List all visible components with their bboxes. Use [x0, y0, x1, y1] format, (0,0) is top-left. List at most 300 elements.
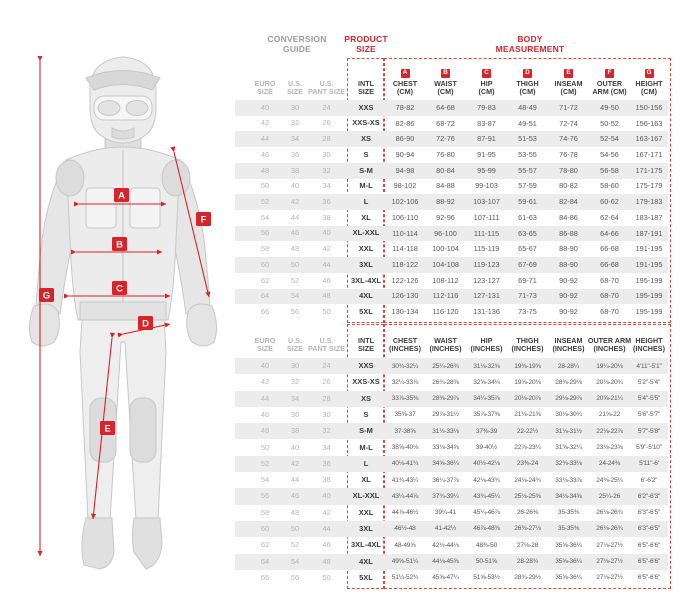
table-row	[235, 289, 668, 305]
measurement-cell: 4'11"-5'1"	[636, 362, 662, 370]
euro-size-cell: 42	[260, 377, 270, 387]
measurement-cell: 49⅝-51¼	[391, 558, 419, 566]
measurement-cell: 32⅝-34¼	[473, 378, 500, 386]
euro-size-cell: 50	[260, 181, 270, 191]
measurement-cell: 82-84	[559, 197, 578, 207]
table-row	[235, 131, 668, 147]
table-row	[235, 423, 668, 439]
measurement-cell: 90-94	[395, 150, 415, 159]
measurement-cell: 27⅛-27½	[596, 574, 623, 582]
intl-size-cell: XL	[361, 212, 371, 222]
pant-size-cell: 30	[322, 409, 331, 419]
measurement-cell: 112-116	[432, 291, 459, 301]
measurement-cell: 22⅞-23¼	[514, 444, 541, 451]
euro-size-cell: 48	[260, 165, 270, 175]
measurement-cell: 28¾-29½	[514, 574, 541, 582]
measurement-cell: 122-126	[391, 275, 419, 285]
table-row	[235, 273, 668, 289]
euro-size-cell: 42	[260, 118, 270, 128]
measurement-cell: 64-68	[436, 102, 455, 112]
measurement-cell: 64-66	[600, 228, 619, 238]
pant-size-cell: 24	[322, 361, 331, 371]
table-row	[235, 147, 668, 163]
inches-table-body	[235, 358, 668, 586]
measurement-cell: 6'2"-6'3"	[637, 492, 661, 500]
measurement-cell: 28⅜-29⅞	[432, 395, 459, 403]
marker-letter-thigh: D	[142, 318, 149, 330]
pant-size-cell: 26	[322, 377, 331, 387]
us-size-cell: 52	[290, 275, 300, 285]
us-size-header: U.S. SIZE	[287, 79, 303, 97]
measurement-cell: 65-67	[518, 244, 537, 254]
column-header-hip: HIP (INCHES)	[470, 336, 503, 354]
measurement-cell: 28⅜-29⅛	[555, 378, 582, 386]
euro-size-cell: 60	[260, 523, 270, 533]
measurement-cell: 6'3"-6'5"	[637, 525, 661, 533]
intl-size-cell: XXS	[358, 102, 374, 112]
euro-size-cell: 50	[260, 442, 270, 452]
measurement-cell: 51-53	[518, 134, 537, 144]
us-size-cell: 34	[290, 393, 300, 403]
table-row	[235, 505, 668, 521]
table-row	[235, 304, 668, 320]
measurement-cell: 26⅛-26¾	[596, 525, 623, 533]
column-badge-b: B	[441, 69, 450, 78]
intl-size-cell: XXL	[358, 507, 374, 517]
measurement-cell: 29⅞-31½	[432, 411, 459, 419]
table-row	[235, 179, 668, 195]
intl-size-cell: S	[363, 409, 369, 419]
us-size-cell: 32	[290, 118, 300, 128]
table-row	[235, 570, 668, 586]
measurement-cell: 26⅛-26¾	[596, 509, 623, 517]
measurement-cell: 25⅛-25⅝	[514, 492, 541, 500]
measurement-cell: 115-119	[473, 244, 500, 254]
measurement-cell: 29⅛-29⅞	[555, 395, 582, 403]
measurement-cell: 108-112	[432, 275, 459, 285]
measurement-cell: 22⅛-22⅞	[596, 427, 623, 435]
column-header-inseam: INSEAM (INCHES)	[552, 336, 585, 354]
us-size-cell: 50	[290, 259, 300, 269]
intl-size-cell: XXS-XS	[352, 377, 380, 387]
measurement-cell: 44⅛-45⅝	[432, 558, 459, 566]
measurement-cell: 6'5"-6'6"	[637, 558, 661, 566]
intl-size-cell: XL-XXL	[352, 228, 380, 238]
measurement-cell: 35⅝-36¼	[555, 558, 582, 566]
table-row	[235, 554, 668, 570]
measurement-cell: 195-199	[635, 307, 663, 317]
table-row	[235, 407, 668, 423]
pant-size-cell: 28	[322, 134, 331, 144]
measurement-cell: 87-91	[477, 134, 496, 144]
measurement-cell: 111-115	[473, 228, 500, 238]
measurement-cell: 50-52	[600, 118, 619, 128]
measurement-cell: 68-70	[600, 307, 619, 317]
measurement-cell: 78-80	[559, 165, 578, 175]
marker-letter-outer-arm: F	[200, 214, 207, 226]
body-measurement-label: BODY MEASUREMENT	[495, 34, 565, 55]
us-size-cell: 40	[290, 442, 300, 452]
measurement-cell: 20⅛-20¾	[596, 378, 623, 386]
euro-size-cell: 64	[260, 291, 270, 301]
pant-size-cell: 40	[322, 228, 331, 238]
marker-letter-inseam: E	[104, 423, 111, 435]
measurement-cell: 5'7"-5'8"	[637, 427, 661, 435]
measurement-cell: 110-114	[392, 228, 418, 238]
column-badge-g: G	[646, 69, 652, 77]
measurement-cell: 71-72	[559, 102, 578, 112]
measurement-cell: 41¾-43¼	[391, 476, 419, 484]
measurement-cell: 49-50	[600, 102, 619, 112]
measurement-cell: 82-86	[395, 118, 415, 128]
measurement-cell: 6'5"-6'6"	[637, 574, 661, 582]
measurement-cell: 183-187	[635, 212, 663, 222]
euro-size-cell: 56	[260, 228, 270, 238]
us-size-cell: 38	[290, 165, 300, 175]
measurement-cell: 5'6"-5'7"	[637, 411, 661, 419]
measurement-cell: 100-104	[432, 244, 459, 254]
measurement-cell: 21⅛-21⅝	[514, 411, 541, 419]
intl-size-header: INTL SIZE	[358, 79, 374, 97]
measurement-cell: 79-83	[477, 102, 496, 112]
measurement-cell: 63-65	[518, 228, 537, 238]
intl-size-cell: 5XL	[359, 572, 373, 582]
table-row	[235, 194, 668, 210]
pant-size-cell: 44	[322, 259, 331, 269]
measurement-cell: 57-59	[518, 181, 537, 191]
us-size-cell: 40	[290, 181, 300, 191]
measurement-cell: 195-199	[635, 275, 663, 285]
euro-size-cell: 46	[260, 409, 270, 419]
table-row	[235, 456, 668, 472]
measurement-cell: 32¼-33⅞	[391, 378, 419, 386]
measurement-cell: 31⅝-32¼	[555, 444, 582, 451]
intl-size-cell: XXS-XS	[352, 118, 380, 128]
measurement-cell: 59-61	[518, 197, 537, 207]
column-header-waist: WAIST (INCHES)	[429, 336, 462, 354]
pant-size-cell: 36	[322, 458, 331, 468]
measurement-cell: 39-40½	[475, 444, 498, 451]
column-header-thigh: D THIGH (CM)	[516, 69, 539, 97]
measurement-cell: 5'9"-5'10"	[636, 444, 662, 451]
table-row	[235, 439, 668, 455]
euro-size-cell: 58	[260, 244, 270, 254]
measurement-cell: 45¼-46⅞	[473, 509, 500, 517]
size-tables-panel	[235, 0, 700, 608]
measurement-cell: 191-195	[635, 260, 663, 270]
measurement-cell: 28-28¾	[516, 558, 539, 566]
measurement-cell: 80-84	[436, 165, 455, 175]
column-header-chest: CHEST (INCHES)	[389, 336, 421, 354]
measurement-cell: 24-24⅜	[598, 460, 621, 468]
marker-letter-hip: C	[116, 283, 123, 295]
measurement-cell: 90-92	[559, 275, 578, 285]
us-size-cell: 54	[290, 556, 300, 566]
measurement-cell: 61-63	[518, 212, 537, 222]
column-header-thigh: THIGH (INCHES)	[511, 336, 544, 354]
column-badge-f: F	[605, 69, 614, 78]
us-size-cell: 54	[290, 291, 300, 301]
measurement-cell: 91-95	[477, 150, 496, 159]
intl-size-cell: 4XL	[359, 556, 373, 566]
euro-size-cell: 46	[260, 149, 270, 159]
intl-size-cell: XS	[360, 134, 371, 144]
measurement-cell: 167-171	[635, 150, 663, 159]
euro-size-cell: 58	[260, 507, 270, 517]
measurement-cell: 74-76	[559, 134, 578, 144]
measurement-cell: 34⅝-36¼	[432, 460, 459, 468]
measurement-cell: 37⅜-39	[475, 427, 498, 435]
intl-size-cell: XS	[360, 393, 371, 403]
us-size-cell: 56	[290, 572, 300, 582]
us-size-cell: 44	[290, 475, 300, 485]
measurement-cell: 68-72	[436, 118, 455, 128]
pant-size-cell: 46	[322, 275, 331, 285]
measurement-cell: 23⅜-24	[516, 460, 539, 468]
measurement-cell: 171-175	[635, 165, 663, 175]
intl-size-header: INTL SIZE	[358, 336, 374, 354]
euro-size-cell: 44	[260, 393, 270, 403]
measurement-cell: 88-90	[559, 260, 578, 270]
measurement-cell: 33⅞-35⅜	[391, 395, 419, 403]
table-row	[235, 241, 668, 257]
measurement-cell: 48⅜-50	[475, 541, 498, 549]
measurement-cell: 195-199	[635, 291, 663, 301]
pant-size-cell: 38	[322, 212, 331, 222]
marker-letter-chest: A	[118, 190, 125, 202]
measurement-cell: 38⅝-40⅛	[391, 444, 419, 451]
euro-size-cell: 66	[260, 572, 270, 582]
measurement-cell: 187-191	[635, 228, 663, 238]
measurement-cell: 68-70	[600, 275, 619, 285]
measurement-cell: 33⅛-33⅞	[555, 476, 582, 484]
measurement-cell: 76-80	[436, 150, 455, 159]
table-row	[235, 488, 668, 504]
measurement-cell: 86-90	[395, 134, 415, 144]
measurement-cell: 24⅛-24¾	[514, 476, 541, 484]
measurement-cell: 103-107	[473, 197, 500, 207]
euro-size-cell: 52	[260, 458, 270, 468]
marker-letter-height: G	[42, 290, 51, 302]
measurement-cell: 33⅛-34⅝	[432, 444, 459, 451]
measurement-cell: 67-69	[518, 260, 537, 270]
column-header-waist: B WAIST (CM)	[434, 69, 457, 97]
us-size-cell: 46	[290, 228, 300, 238]
measurement-cell: 119-123	[473, 260, 500, 270]
measurement-cell: 68-70	[600, 291, 619, 301]
us-size-cell: 52	[290, 540, 300, 550]
measurement-cell: 31⅛-32⅝	[473, 362, 500, 370]
table-row	[235, 257, 668, 273]
pant-size-cell: 32	[322, 165, 331, 175]
intl-size-cell: S-M	[359, 165, 373, 175]
us-size-cell: 48	[290, 244, 300, 254]
us-size-header: U.S. SIZE	[287, 336, 303, 354]
measurement-cell: 88-90	[559, 244, 578, 254]
measurement-cell: 84-86	[559, 212, 578, 222]
intl-size-cell: 5XL	[359, 307, 373, 317]
measurement-cell: 102-106	[391, 197, 419, 207]
measurement-cell: 37-38⅝	[394, 427, 416, 435]
us-size-cell: 36	[290, 409, 300, 419]
us-size-cell: 34	[290, 134, 300, 144]
measurement-cell: 51¼-52¾	[391, 574, 419, 582]
measurement-cell: 26-26⅜	[516, 509, 539, 517]
measurement-cell: 40½-42⅛	[473, 460, 500, 468]
measurement-cell: 163-167	[635, 134, 663, 144]
measurement-cell: 92-96	[436, 212, 455, 222]
euro-size-cell: 40	[260, 361, 270, 371]
rider-illustration	[0, 0, 235, 608]
measurement-cell: 86-88	[559, 228, 578, 238]
measurement-cell: 191-195	[635, 244, 663, 254]
measurement-cell: 78-82	[395, 102, 415, 112]
euro-size-cell: 54	[260, 475, 270, 485]
measurement-cell: 27⅛-27½	[596, 558, 623, 566]
measurement-cell: 34⅛-34⅝	[555, 492, 582, 500]
table-row	[235, 391, 668, 407]
intl-size-cell: 3XL	[359, 523, 373, 533]
measurement-cell: 76-78	[559, 150, 578, 159]
intl-size-cell: XXL	[358, 244, 374, 254]
measurement-cell: 53-55	[518, 150, 537, 159]
measurement-cell: 150-156	[635, 102, 663, 112]
measurement-cell: 48-49⅝	[394, 541, 416, 549]
measurement-cell: 40⅛-41¾	[391, 460, 419, 468]
pant-size-cell: 34	[322, 442, 331, 452]
column-badge-c: C	[482, 69, 491, 78]
measurement-cell: 19⅝-20⅛	[514, 378, 541, 386]
measurement-cell: 107-111	[473, 212, 500, 222]
us-size-cell: 42	[290, 458, 300, 468]
pant-size-cell: 50	[322, 307, 331, 317]
measurement-cell: 90-92	[559, 307, 578, 317]
measurement-cell: 36¼-37⅞	[432, 476, 459, 484]
measurement-cell: 5'2"-5'4"	[637, 378, 661, 386]
measurement-cell: 48-49	[518, 102, 537, 112]
measurement-cell: 25¼-26	[598, 492, 621, 500]
intl-size-cell: XL-XXL	[352, 491, 380, 501]
pant-size-cell: 48	[322, 291, 331, 301]
us-size-cell: 56	[290, 307, 300, 317]
pant-size-cell: 36	[322, 197, 331, 207]
us-size-cell: 32	[290, 377, 300, 387]
measurement-cell: 20⅝-21¼	[596, 395, 623, 403]
measurement-cell: 26⅜-27⅛	[514, 525, 541, 533]
measurement-cell: 45⅝-47¼	[432, 574, 459, 582]
cm-table-body	[235, 100, 668, 320]
intl-size-cell: M-L	[359, 181, 373, 191]
table-row	[235, 226, 668, 242]
product-size-label: PRODUCT SIZE	[344, 34, 388, 55]
us-size-cell: 48	[290, 507, 300, 517]
measurement-cell: 99-103	[475, 181, 498, 191]
table-row	[235, 210, 668, 226]
measurement-cell: 104-108	[432, 260, 459, 270]
measurement-cell: 32⅜-33⅛	[555, 460, 582, 468]
column-header-inseam: E INSEAM (CM)	[554, 69, 583, 97]
measurement-cell: 19⅜-19⅝	[514, 362, 541, 370]
pant-size-cell: 48	[322, 556, 331, 566]
column-header-outer-arm: OUTER ARM (INCHES)	[587, 336, 632, 354]
intl-size-cell: XXS	[358, 361, 374, 371]
cm-table-header	[235, 59, 683, 99]
us-size-cell: 30	[290, 361, 300, 371]
table-row	[235, 521, 668, 537]
measurement-cell: 131-136	[473, 307, 500, 317]
measurement-cell: 90-92	[559, 291, 578, 301]
us-size-cell: 42	[290, 197, 300, 207]
measurement-cell: 23⅛-23⅝	[596, 444, 623, 451]
intl-size-cell: XL	[361, 475, 371, 485]
measurement-cell: 88-92	[436, 197, 455, 207]
table-row	[235, 537, 668, 553]
intl-size-cell: S-M	[359, 426, 373, 436]
us-size-cell: 38	[290, 426, 300, 436]
table-row	[235, 100, 668, 116]
euro-size-cell: 64	[260, 556, 270, 566]
column-header-height: HEIGHT (INCHES)	[633, 336, 665, 354]
measurement-cell: 27⅛-28	[516, 541, 539, 549]
measurement-cell: 46⅞-48⅜	[473, 525, 500, 533]
intl-size-cell: L	[363, 458, 369, 468]
measurement-cell: 179-183	[635, 197, 663, 207]
pant-size-cell: 42	[322, 244, 331, 254]
euro-size-header: EURO SIZE	[254, 79, 276, 97]
column-header-hip: C HIP (CM)	[478, 69, 495, 97]
euro-size-cell: 48	[260, 426, 270, 436]
measurement-cell: 35⅜-37	[394, 411, 416, 419]
table-row	[235, 116, 668, 132]
measurement-cell: 55-57	[518, 165, 537, 175]
euro-size-cell: 40	[260, 102, 270, 112]
euro-size-cell: 52	[260, 197, 270, 207]
measurement-cell: 94-98	[395, 165, 415, 175]
intl-size-cell: S	[363, 149, 369, 159]
measurement-cell: 35⅞-37⅜	[473, 411, 500, 419]
measurement-cell: 73-75	[518, 307, 537, 317]
measurement-cell: 50-51⅝	[475, 558, 498, 566]
column-badge-d: D	[523, 69, 532, 78]
column-header-chest: A CHEST (CM)	[392, 69, 418, 97]
intl-size-cell: 3XL	[359, 259, 373, 269]
measurement-cell: 30⅛-30¾	[555, 411, 582, 419]
pant-size-cell: 50	[322, 572, 331, 582]
us-pant-size-header: U.S. PANT SIZE	[308, 336, 346, 354]
measurement-cell: 69-71	[518, 275, 537, 285]
measurement-cell: 156-163	[635, 118, 663, 128]
euro-size-cell: 56	[260, 491, 270, 501]
column-header-outer: F OUTER ARM (CM)	[592, 69, 627, 97]
measurement-cell: 35-35⅜	[557, 509, 580, 517]
measurement-cell: 126-130	[391, 291, 419, 301]
measurement-cell: 66-68	[600, 244, 619, 254]
pant-size-cell: 40	[322, 491, 331, 501]
measurement-cell: 130-134	[391, 307, 419, 317]
euro-size-cell: 44	[260, 134, 270, 144]
us-size-cell: 46	[290, 491, 300, 501]
intl-size-cell: 3XL-4XL	[350, 540, 381, 550]
measurement-cell: 39¼-41	[434, 509, 457, 517]
pant-size-cell: 44	[322, 523, 331, 533]
measurement-cell: 19¼-20⅛	[596, 362, 623, 370]
measurement-cell: 43¼-44⅞	[391, 492, 419, 500]
intl-size-cell: M-L	[359, 442, 373, 452]
us-pant-size-header: U.S. PANT SIZE	[308, 79, 346, 97]
measurement-cell: 46½-48	[394, 525, 416, 533]
measurement-cell: 6'3"-6'5"	[637, 509, 661, 517]
measurement-cell: 71-73	[518, 291, 537, 301]
